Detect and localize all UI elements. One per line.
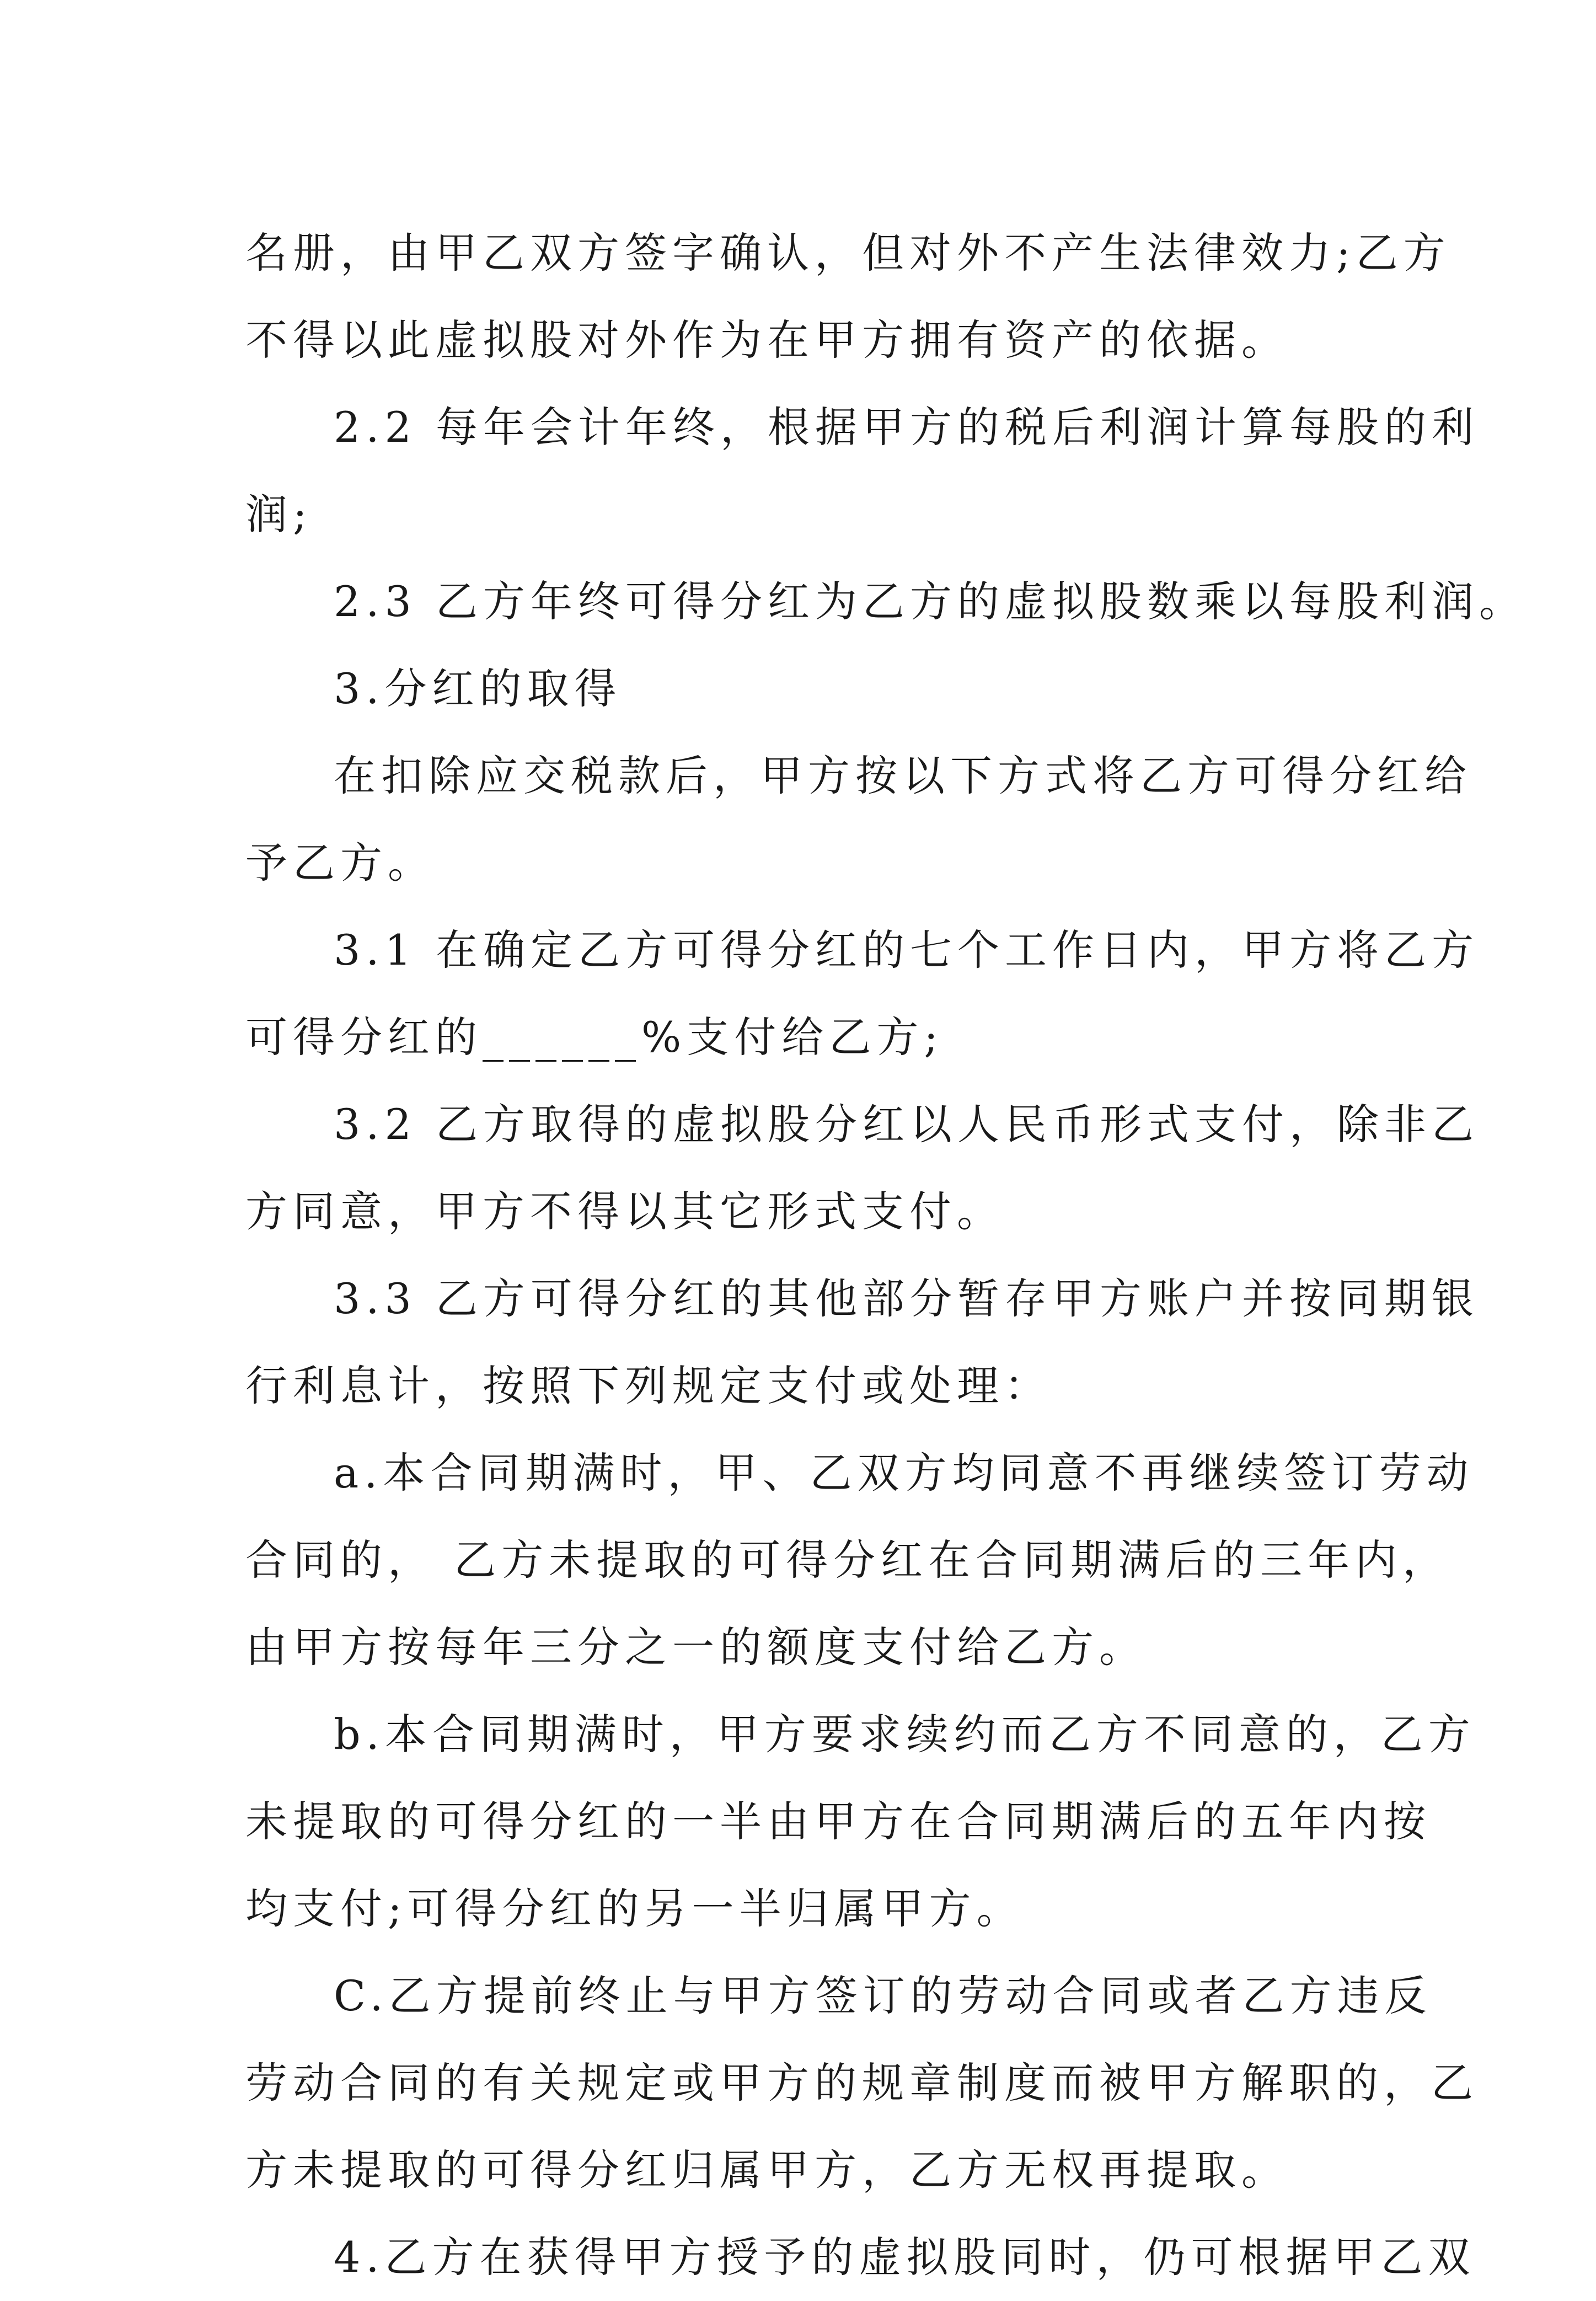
section-4-line: 4.乙方在获得甲方授予的虚拟股同时，仍可根据甲乙双: [334, 2233, 1476, 2282]
text-line: 均支付;可得分红的另一半归属甲方。: [245, 1884, 1024, 1933]
clause-3-1-line: 3.1 在确定乙方可得分红的七个工作日内，甲方将乙方: [334, 925, 1480, 975]
text-line: 由甲方按每年三分之一的额度支付给乙方。: [245, 1623, 1147, 1672]
item-a-line: a.本合同期满时，甲、乙双方均同意不再继续签订劳动: [334, 1448, 1474, 1497]
text-line: 在扣除应交税款后，甲方按以下方式将乙方可得分红给: [334, 751, 1472, 800]
text-line: 劳动合同的有关规定或甲方的规章制度而被甲方解职的，乙: [245, 2058, 1479, 2107]
text-line: 予乙方。: [245, 838, 435, 887]
clause-3-3-line: 3.3 乙方可得分红的其他部分暂存甲方账户并按同期银: [334, 1274, 1480, 1323]
text-line: 行利息计，按照下列规定支付或处理：: [245, 1361, 1052, 1410]
section-heading: 3.分红的取得: [334, 664, 622, 713]
item-b-line: b.本合同期满时，甲方要求续约而乙方不同意的，乙方: [334, 1710, 1476, 1759]
clause-3-2-line: 3.2 乙方取得的虚拟股分红以人民币形式支付，除非乙: [334, 1100, 1480, 1149]
document-body: [245, 210, 1527, 2301]
text-line: 合同的， 乙方未提取的可得分红在合同期满后的三年内，: [245, 1535, 1450, 1585]
clause-2-2-line: 2.2 每年会计年终，根据甲方的税后利润计算每股的利: [334, 403, 1480, 452]
text-line: 不得以此虚拟股对外作为在甲方拥有资产的依据。: [245, 315, 1289, 365]
text-line: 方未提取的可得分红归属甲方，乙方无权再提取。: [245, 2145, 1289, 2195]
text-line: 润;: [245, 490, 313, 539]
text-line: 可得分红的______%支付给乙方;: [245, 1013, 944, 1062]
text-line: 名册，由甲乙双方签字确认，但对外不产生法律效力;乙方: [245, 228, 1451, 277]
item-c-line: C.乙方提前终止与甲方签订的劳动合同或者乙方违反: [334, 1971, 1432, 2020]
text-line: 未提取的可得分红的一半由甲方在合同期满后的五年内按: [245, 1797, 1431, 1846]
clause-2-3-line: 2.3 乙方年终可得分红为乙方的虚拟股数乘以每股利润。: [334, 577, 1527, 626]
text-line: 方同意，甲方不得以其它形式支付。: [245, 1187, 1004, 1236]
